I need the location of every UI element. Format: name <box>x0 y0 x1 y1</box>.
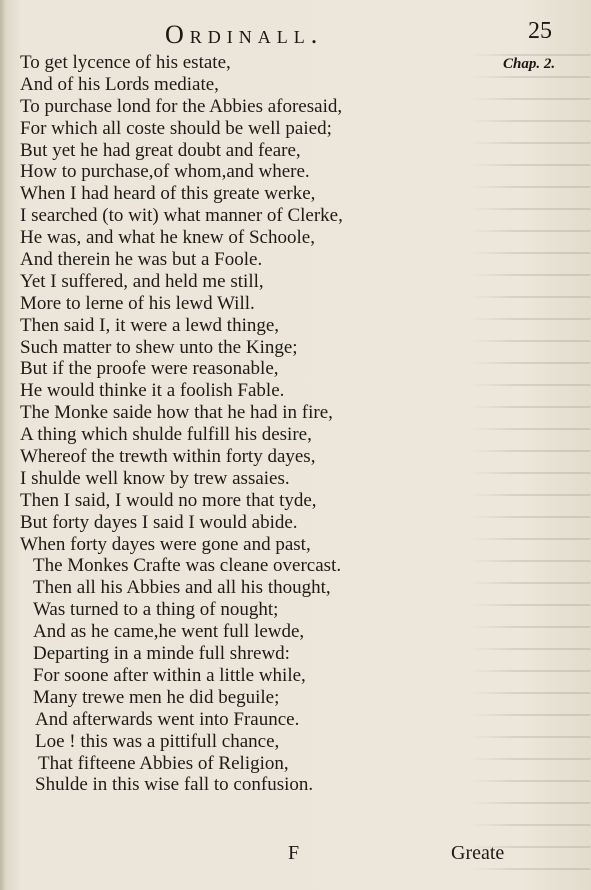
margin-note: Chap. 2. <box>503 56 556 72</box>
running-head: Ordinall. <box>165 20 324 49</box>
verse-line-3: To purchase lond for the Abbies aforesaid, <box>20 95 343 117</box>
signature-mark: F <box>288 842 300 864</box>
verse-line-28: Departing in a minde full shrewd: <box>33 643 290 665</box>
verse-line-19: Whereof the trewth within forty dayes, <box>20 446 316 468</box>
verse-line-16: He would thinke it a foolish Fable. <box>20 380 285 402</box>
verse-line-11: Yet I suffered, and held me still, <box>20 270 264 292</box>
verse-line-14: Such matter to shew unto the Kinge; <box>20 336 298 358</box>
verse-line-20: I shulde well know by trew assaies. <box>20 467 290 489</box>
verse-line-1: To get lycence of his estate, <box>20 52 231 73</box>
verse-line-33: That fifteene Abbies of Religion, <box>38 752 289 774</box>
verse-line-30: Many trewe men he did beguile; <box>33 686 280 708</box>
verse-line-8: I searched (to wit) what manner of Clerke, <box>20 205 343 227</box>
verse-line-12: More to lerne of his lewd Will. <box>20 292 255 314</box>
verse-line-31: And afterwards went into Fraunce. <box>35 708 300 730</box>
verse-line-23: When forty dayes were gone and past, <box>20 533 311 555</box>
verse-line-24: The Monkes Crafte was cleane overcast. <box>33 555 342 577</box>
verse-line-9: He was, and what he knew of Schoole, <box>20 227 315 249</box>
verse-line-2: And of his Lords mediate, <box>20 73 219 95</box>
verse-line-15: But if the proofe were reasonable, <box>20 358 279 380</box>
verse-line-18: A thing which shulde fulfill his desire, <box>20 424 312 446</box>
verse-line-26: Was turned to a thing of nought; <box>33 599 279 621</box>
verse-line-6: How to purchase,of whom,and where. <box>20 161 310 183</box>
verse-line-5: But yet he had great doubt and feare, <box>20 139 301 161</box>
verse-line-7: When I had heard of this greate werke, <box>20 183 316 205</box>
verse-line-25: Then all his Abbies and all his thought, <box>33 577 331 599</box>
verse-line-17: The Monke saide how that he had in fire, <box>20 402 333 424</box>
verse-text-block <box>20 52 510 796</box>
verse-line-21: Then I said, I would no more that tyde, <box>20 489 317 511</box>
verse-line-29: For soone after within a little while, <box>33 664 306 686</box>
verse-line-32: Loe ! this was a pittifull chance, <box>35 730 280 752</box>
verse-line-10: And therein he was but a Foole. <box>20 249 263 271</box>
verse-line-27: And as he came,he went full lewde, <box>33 621 305 643</box>
verse-line-34: Shulde in this wise fall to confusion. <box>35 774 314 796</box>
page-number: 25 <box>528 18 552 44</box>
verse-line-4: For which all coste should be well paied; <box>20 117 332 139</box>
verse-line-22: But forty dayes I said I would abide. <box>20 511 298 533</box>
catchword: Greate <box>451 842 505 864</box>
verse-line-13: Then said I, it were a lewd thinge, <box>20 314 280 336</box>
page-gutter-shadow <box>0 0 6 890</box>
